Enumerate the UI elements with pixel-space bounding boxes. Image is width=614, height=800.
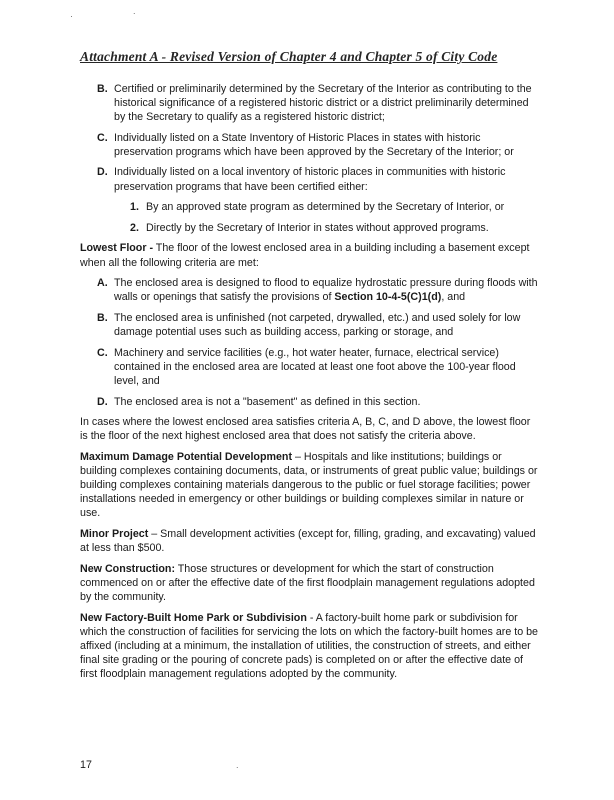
list-item-2-directly-by-secretary bbox=[80, 221, 540, 235]
list-item-d-not-basement bbox=[80, 395, 540, 409]
definition-minor-project bbox=[80, 527, 540, 555]
list-item-label: 2. bbox=[130, 221, 139, 234]
list-item-c-machinery bbox=[80, 346, 540, 388]
list-item-label: D. bbox=[97, 166, 108, 179]
list-item-text: Certified or preliminarily determined by the Secretary of the Interior as contributing to the historical significance of a registered historic district or a district preliminarily determined by the Secretary to qualify as a registered historic district; bbox=[114, 82, 532, 124]
list-item-label: 1. bbox=[130, 201, 139, 214]
list-item-c-state-inventory bbox=[80, 131, 540, 159]
list-item-label: B. bbox=[97, 82, 108, 95]
definition-term: Lowest Floor - bbox=[80, 242, 154, 255]
list-item-d-local-inventory bbox=[80, 165, 540, 193]
definition-maximum-damage-potential-development bbox=[80, 450, 540, 521]
definition-new-factory-built-home-park bbox=[80, 611, 540, 682]
list-item-text: The enclosed area is unfinished (not carpeted, drywalled, etc.) and used solely for low damage potential uses such as building access, parking or storage, and bbox=[114, 311, 521, 339]
definition-term: Maximum Damage Potential Development bbox=[80, 450, 293, 463]
scan-artifact: . bbox=[236, 760, 239, 770]
list-item-a-designed-to-flood bbox=[80, 276, 540, 304]
definition-text: – Hospitals and like institutions; buildings or building complexes containing documents, data, or instruments of great public value; buildings or building complexes containing materials dangerous to the public or fuel storage facilities; power installations needed in emergency or other buildings or building complexes similar in nature or use. bbox=[80, 450, 538, 520]
definition-text: – Small development activities (except for, filling, grading, and excavating) valued at less than $500. bbox=[80, 528, 536, 555]
list-item-1-approved-state-program bbox=[80, 200, 540, 214]
definition-text: The floor of the lowest enclosed area in a building including a basement except when all the following criteria are met: bbox=[80, 242, 530, 269]
definition-text: Those structures or development for which the start of construction commenced on or after the effective date of the first floodplain management regulations adopted by the community. bbox=[80, 562, 535, 604]
list-item-text: By an approved state program as determined by the Secretary of Interior, or bbox=[146, 201, 505, 214]
list-item-label: D. bbox=[97, 395, 108, 408]
list-item-text: The enclosed area is not a "basement" as defined in this section. bbox=[114, 395, 421, 408]
scan-artifact: · bbox=[70, 11, 73, 21]
list-item-text: Directly by the Secretary of Interior in states without approved programs. bbox=[146, 221, 489, 234]
list-item-b-unfinished bbox=[80, 311, 540, 339]
definition-term: Minor Project bbox=[80, 528, 149, 541]
definition-term: New Factory-Built Home Park or Subdivision bbox=[80, 611, 307, 624]
list-item-text: Individually listed on a State Inventory of Historic Places in states with historic preservation programs which have been approved by the Secretary of the Interior; or bbox=[114, 131, 514, 158]
section-reference: Section 10-4-5(C)1(d) bbox=[334, 291, 442, 304]
page-number: 17 bbox=[80, 758, 92, 771]
list-item-text: The enclosed area is designed to flood to equalize hydrostatic pressure during floods with walls or openings that satisfy the provisions of Section 10-4-5(C)1(d), and bbox=[114, 277, 538, 304]
document-title: Attachment A - Revised Version of Chapter 4 and Chapter 5 of City Code bbox=[80, 49, 498, 64]
list-item-text: Individually listed on a local inventory of historic places in communities with historic preservation programs that have been certified either: bbox=[114, 166, 506, 193]
list-item-b-historic-district bbox=[80, 82, 540, 124]
list-item-label: B. bbox=[97, 311, 108, 324]
definition-term: New Construction: bbox=[80, 562, 175, 575]
definition-lowest-floor bbox=[80, 241, 540, 269]
definition-text: - A factory-built home park or subdivision for which the construction of facilities for servicing the lots on which the factory-built homes are to be affixed (including at a minimum, the installation of utilities, the construction of streets, and either final site grading or the pouring of concrete pads) is completed on or after the effective date of first floodplain management regulations adopted by the community. bbox=[80, 611, 539, 681]
list-item-label: A. bbox=[97, 277, 108, 290]
list-item-text: Machinery and service facilities (e.g., hot water heater, furnace, electrical service) contained in the enclosed area are located at least one foot above the 100-year flood level, and bbox=[114, 346, 516, 387]
scan-artifact: . bbox=[133, 6, 136, 16]
list-item-label: C. bbox=[97, 346, 108, 359]
paragraph-lowest-floor-exception: In cases where the lowest enclosed area satisfies criteria A, B, C, and D above, the lowest floor is the floor of the next highest enclosed area that does not satisfy the criteria above. bbox=[80, 416, 531, 443]
list-item-label: C. bbox=[97, 131, 108, 144]
definition-new-construction bbox=[80, 562, 540, 604]
